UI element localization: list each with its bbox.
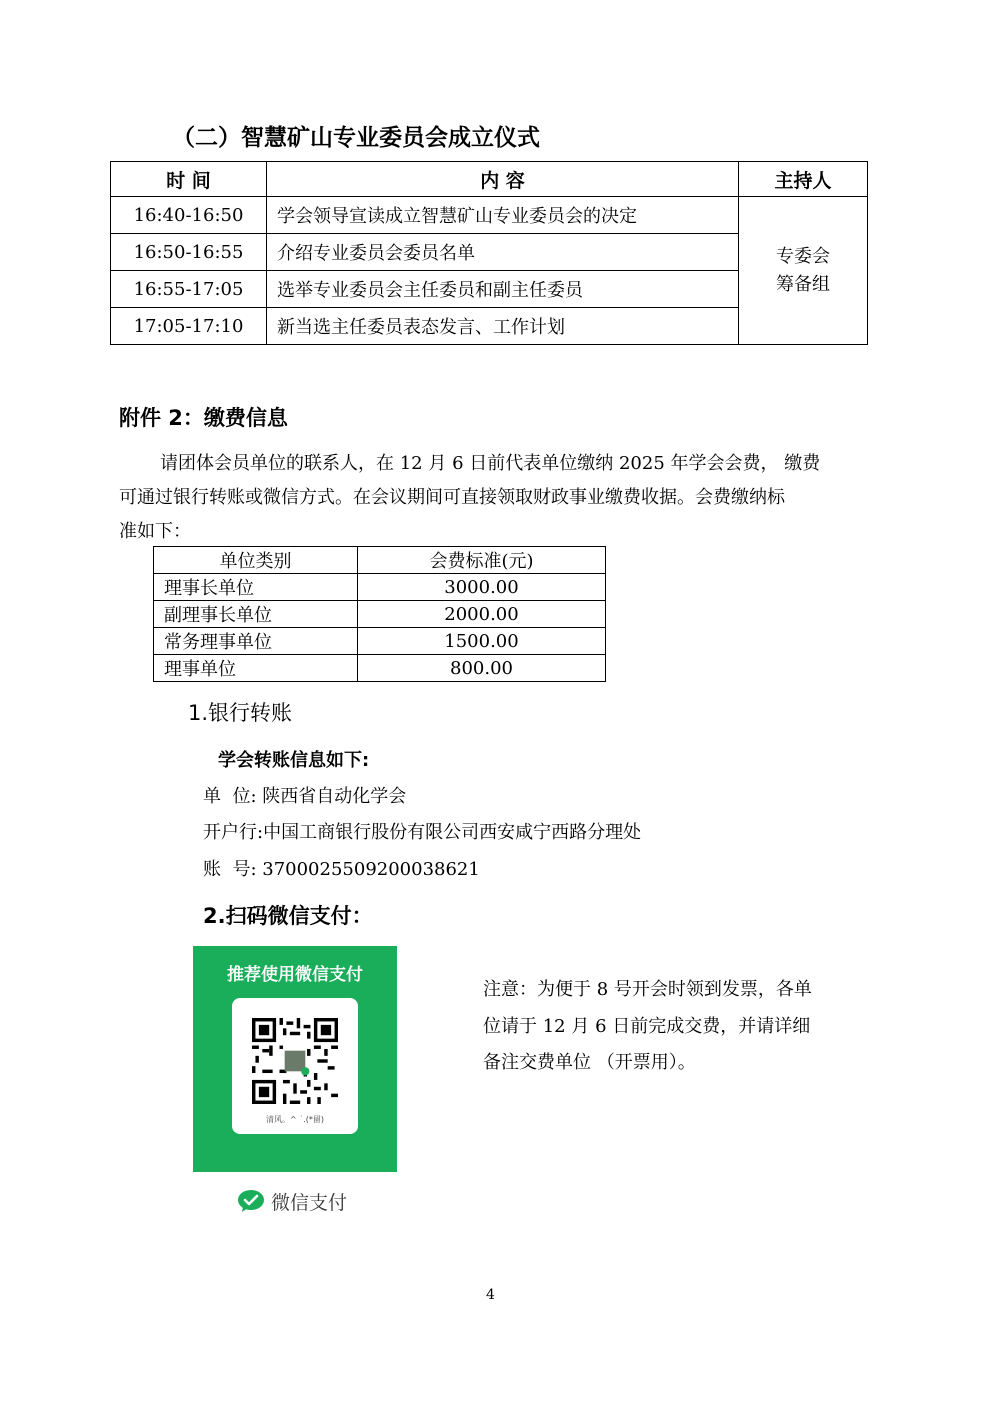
host-line1: 专委会 xyxy=(776,245,830,267)
intro-line-2: 可通过银行转账或微信方式。在会议期间可直接领取财政事业缴费收据。会费缴纳标 xyxy=(119,487,785,508)
table-row xyxy=(154,574,606,601)
qr-caption: 清风。^ ˙.(*留) xyxy=(265,1115,325,1124)
section-title: （二）智慧矿山专业委员会成立仪式 xyxy=(172,125,540,151)
bank-unit-row xyxy=(203,779,406,815)
table-row xyxy=(154,655,606,682)
schedule-time: 16:40-16:50 xyxy=(111,197,267,234)
bank-subheading: 学会转账信息如下: xyxy=(218,750,370,771)
intro-line-1: 请团体会员单位的联系人，在 12 月 6 日前代表单位缴纳 2025 年学会会费， 缴费 xyxy=(160,453,821,474)
fee-amount: 800.00 xyxy=(358,655,606,682)
schedule-time: 16:50-16:55 xyxy=(111,234,267,271)
bank-account-label: 账 号: xyxy=(203,859,257,880)
table-row xyxy=(111,197,868,234)
wechat-pay-label: 微信支付 xyxy=(271,1191,348,1214)
schedule-content: 介绍专业委员会委员名单 xyxy=(267,234,739,271)
attachment-title: 附件 2：缴费信息 xyxy=(119,406,288,430)
wechat-pay-brand xyxy=(237,1186,347,1216)
qr-code-icon[interactable] xyxy=(252,1018,338,1104)
fee-header-row xyxy=(154,547,606,574)
fee-category: 副理事长单位 xyxy=(154,601,358,628)
schedule-time: 16:55-17:05 xyxy=(111,271,267,308)
note-line-3: 备注交费单位 （开票用）。 xyxy=(483,1052,696,1073)
note-line-1: 注意：为便于 8 号开会时领到发票，各单 xyxy=(483,979,812,1000)
qr-code-panel xyxy=(232,998,358,1134)
schedule-header-time: 时 间 xyxy=(111,162,267,197)
bank-account-row xyxy=(203,852,480,888)
fee-header-category: 单位类别 xyxy=(154,547,358,574)
page-number: 4 xyxy=(486,1287,495,1303)
table-row xyxy=(154,601,606,628)
schedule-content: 学会领导宣读成立智慧矿山专业委员会的决定 xyxy=(267,197,739,234)
wechat-pay-card xyxy=(193,946,397,1172)
bank-account-value: 3700025509200038621 xyxy=(262,859,480,880)
fee-amount: 1500.00 xyxy=(358,628,606,655)
bank-unit-label: 单 位: xyxy=(203,786,257,807)
schedule-header-row xyxy=(111,162,868,197)
bank-branch-label: 开户行: xyxy=(203,822,264,843)
host-line2: 筹备组 xyxy=(776,273,830,295)
wechat-card-title: 推荐使用微信支付 xyxy=(227,965,363,985)
fee-header-amount: 会费标准(元) xyxy=(358,547,606,574)
fee-category: 理事单位 xyxy=(154,655,358,682)
fee-category: 常务理事单位 xyxy=(154,628,358,655)
schedule-header-host: 主持人 xyxy=(739,162,868,197)
schedule-content: 选举专业委员会主任委员和副主任委员 xyxy=(267,271,739,308)
fee-amount: 2000.00 xyxy=(358,601,606,628)
bank-branch-row xyxy=(203,815,641,851)
schedule-host xyxy=(739,197,868,345)
table-row xyxy=(154,628,606,655)
schedule-time: 17:05-17:10 xyxy=(111,308,267,345)
wechat-pay-icon xyxy=(237,1189,265,1213)
fee-table xyxy=(153,546,606,682)
wechat-heading: 2.扫码微信支付： xyxy=(203,904,373,928)
schedule-table xyxy=(110,161,868,345)
bank-unit-value: 陕西省自动化学会 xyxy=(262,786,407,807)
schedule-header-content: 内 容 xyxy=(267,162,739,197)
intro-line-3: 准如下： xyxy=(119,521,191,542)
bank-heading: 1.银行转账 xyxy=(188,701,293,725)
schedule-content: 新当选主任委员表态发言、工作计划 xyxy=(267,308,739,345)
fee-amount: 3000.00 xyxy=(358,574,606,601)
note-line-2: 位请于 12 月 6 日前完成交费，并请详细 xyxy=(483,1016,811,1037)
bank-branch-value: 中国工商银行股份有限公司西安咸宁西路分理处 xyxy=(263,822,642,843)
fee-category: 理事长单位 xyxy=(154,574,358,601)
